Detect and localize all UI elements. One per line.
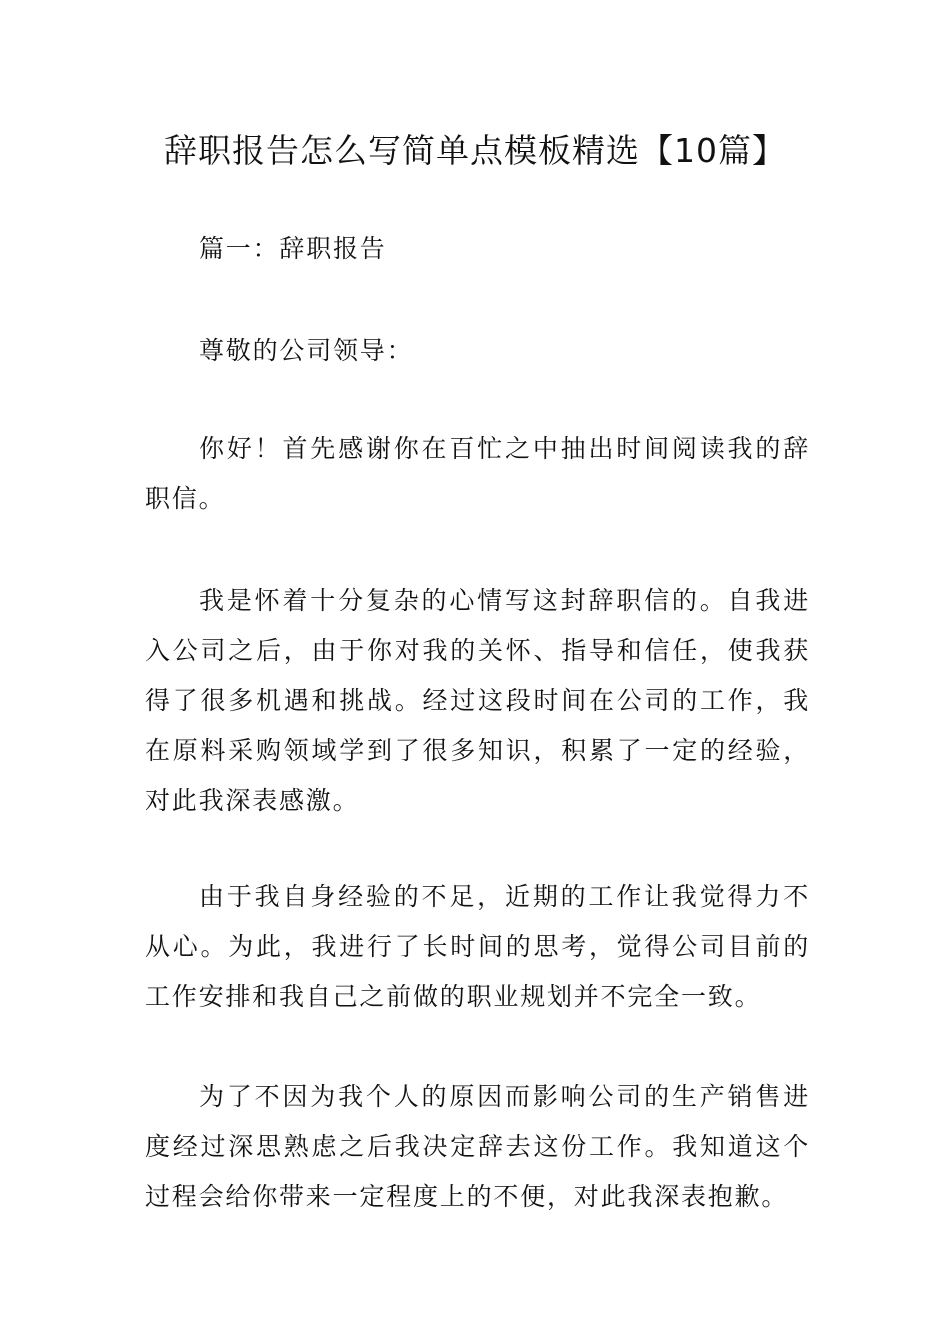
body-paragraph: 你好！首先感谢你在百忙之中抽出时间阅读我的辞职信。 xyxy=(145,434,810,513)
section-heading: 篇一：辞职报告 xyxy=(199,234,387,263)
document-title: 辞职报告怎么写简单点模板精选【10篇】 xyxy=(164,131,786,170)
salutation: 尊敬的公司领导： xyxy=(199,336,414,365)
body-paragraph: 我是怀着十分复杂的心情写这封辞职信的。自我进入公司之后，由于你对我的关怀、指导和信任，使我获得了很多机遇和挑战。经过这段时间在公司的工作，我在原料采购领域学到了很多知识，积累了一定的经验，对此我深表感激。 xyxy=(145,586,810,815)
body-paragraph: 由于我自身经验的不足，近期的工作让我觉得力不从心。为此，我进行了长时间的思考，觉得公司目前的工作安排和我自己之前做的职业规划并不完全一致。 xyxy=(145,882,810,1011)
body-paragraph: 为了不因为我个人的原因而影响公司的生产销售进度经过深思熟虑之后我决定辞去这份工作。我知道这个过程会给你带来一定程度上的不便，对此我深表抱歉。 xyxy=(145,1082,810,1211)
